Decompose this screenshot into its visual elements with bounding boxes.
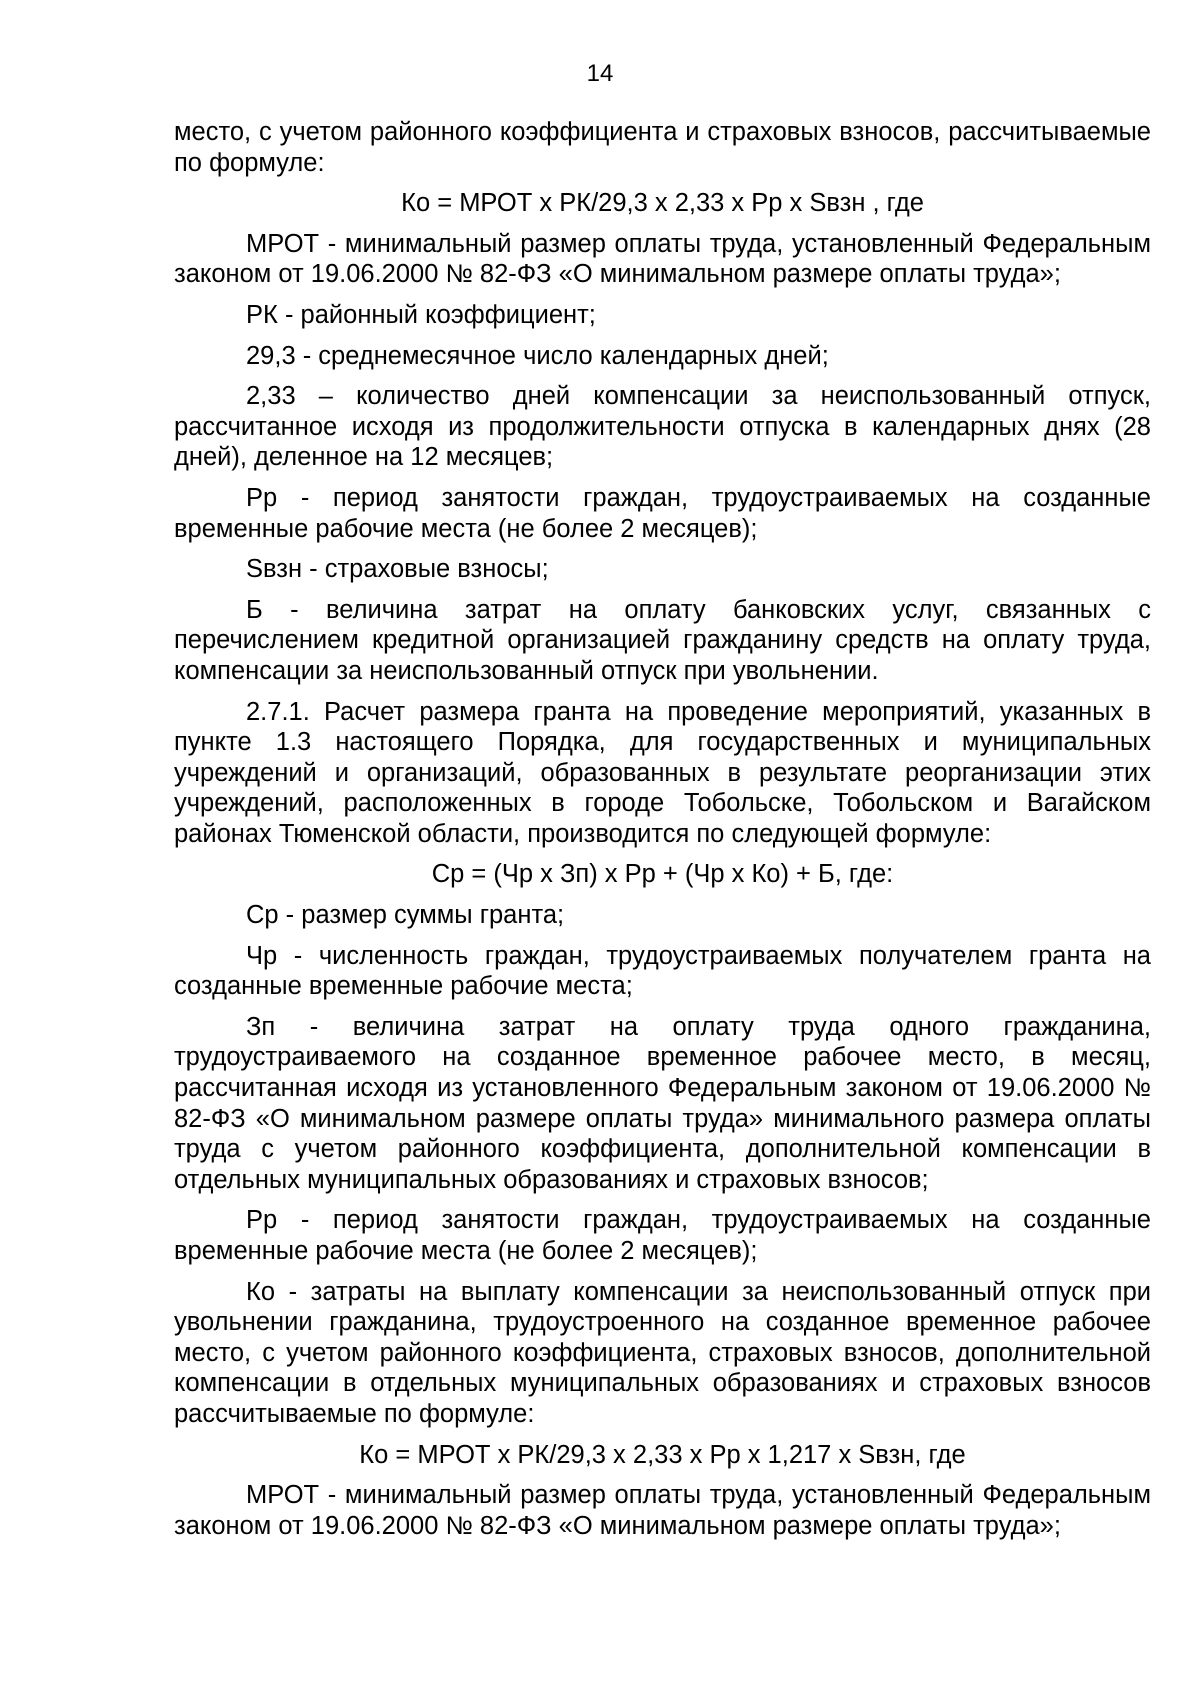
definition-2-33: 2,33 – количество дней компенсации за неиспользованный отпуск, рассчитанное исходя из продолжительности отпуска в календарных днях (28 дней), деленное на 12 месяцев;: [174, 382, 1151, 472]
definition-rr: Рр - период занятости граждан, трудоустраиваемых на созданные временные рабочие места (не более 2 месяцев);: [174, 483, 1151, 543]
definition-b: Б - величина затрат на оплату банковских услуг, связанных с перечислением кредитной организацией гражданину средств на оплату труда, компенсации за неиспользованный отпуск при увольнении.: [174, 595, 1151, 685]
page-number: 14: [586, 60, 614, 87]
formula-ko: Ко = МРОТ x РК/29,3 x 2,33 x Рр x Sвзн , где: [401, 189, 924, 218]
paragraph-continuation: место, с учетом районного коэффициента и страховых взносов, рассчитываемые по формуле:: [174, 118, 1151, 177]
definition-rk: РК - районный коэффициент;: [246, 300, 596, 329]
definition-svzn: Sвзн - страховые взносы;: [246, 555, 549, 584]
definition-mrot: МРОТ - минимальный размер оплаты труда, установленный Федеральным законом от 19.06.2000 № 82-ФЗ «О минимальном размере оплаты труда»;: [174, 229, 1151, 289]
definition-chr: Чр - численность граждан, трудоустраиваемых получателем гранта на созданные временные рабочие места;: [174, 941, 1151, 1001]
formula-sr: Ср = (Чр x Зп) x Рр + (Чр x Ко) + Б, где:: [431, 860, 894, 889]
definition-rr-2: Рр - период занятости граждан, трудоустраиваемых на созданные временные рабочие места (не более 2 месяцев);: [174, 1206, 1151, 1265]
definition-sr: Ср - размер суммы гранта;: [246, 901, 565, 930]
formula-ko-2: Ко = МРОТ x РК/29,3 x 2,33 x Рр x 1,217 x Sвзн, где: [359, 1440, 966, 1469]
definition-ko: Ко - затраты на выплату компенсации за неиспользованный отпуск при увольнении гражданина, трудоустроенного на созданное временное рабочее место, с учетом районного коэффициента, страховых взносов, дополнительной компенсации в отдельных муниципальных образованиях и страховых взносов рассчитываемые по формуле:: [174, 1277, 1151, 1428]
document-body: [174, 117, 1151, 1551]
definition-zp: Зп - величина затрат на оплату труда одного гражданина, трудоустраиваемого на созданное временное рабочее место, в месяц, рассчитанная исходя из установленного Федеральным законом от 19.06.2000 № 82-ФЗ «О минимальном размере оплаты труда» минимального размера оплаты труда с учетом районного коэффициента, дополнительной компенсации в отдельных муниципальных образованиях и страховых взносов;: [174, 1012, 1151, 1194]
definition-mrot-2: МРОТ - минимальный размер оплаты труда, установленный Федеральным законом от 19.06.2000 № 82-ФЗ «О минимальном размере оплаты труда»;: [174, 1481, 1151, 1540]
section-2-7-1: 2.7.1. Расчет размера гранта на проведение мероприятий, указанных в пункте 1.3 настоящего Порядка, для государственных и муниципальных учреждений и организаций, образованных в результате реорганизации этих учреждений, расположенных в городе Тобольске, Тобольском и Вагайском районах Тюменской области, производится по следующей формуле:: [174, 697, 1151, 848]
definition-29-3: 29,3 - среднемесячное число календарных дней;: [246, 341, 829, 370]
